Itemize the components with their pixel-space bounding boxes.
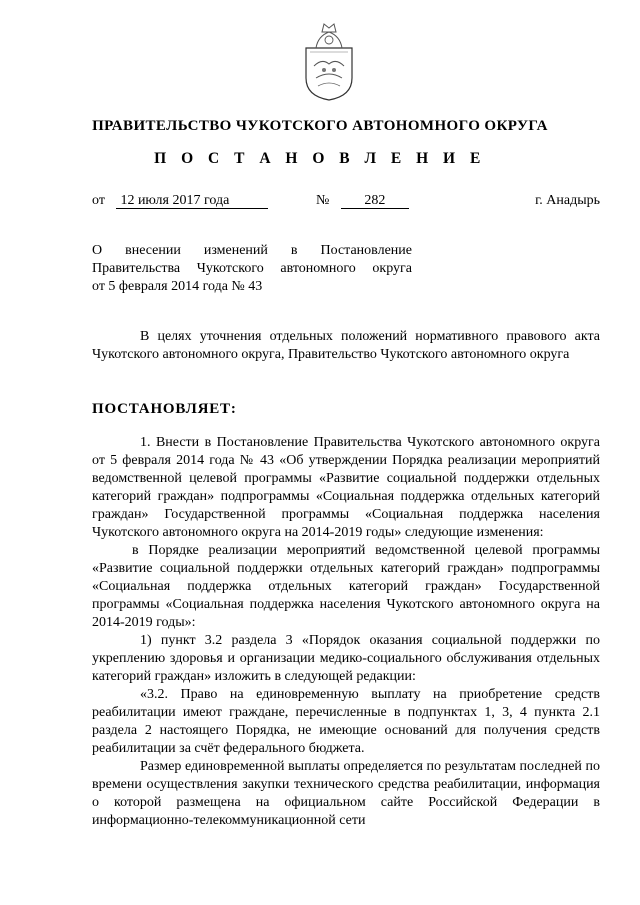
preamble-paragraph: В целях уточнения отдельных положений нормативного правового акта Чукотского автономного округа, Правительство Чукотского автономного округа <box>92 329 600 362</box>
decree-number: 282 <box>341 193 409 209</box>
decree-subject <box>92 242 412 296</box>
preamble-block <box>92 328 600 364</box>
resolves-heading: ПОСТАНОВЛЯЕТ: <box>92 401 237 417</box>
decree-city: г. Анадырь <box>535 193 600 208</box>
decree-date-row <box>92 192 268 210</box>
body-paragraph: 1. Внести в Постановление Правительства Чукотского автономного округа от 5 февраля 2014 года № 43 «Об утверждении Порядка реализации мероприятий ведомственной целевой программы «Развитие социальной поддержки отдельных категорий граждан» подпрограммы «Социальная поддержка отдельных категорий граждан» Государственной программы «Социальная поддержка населения Чукотского автономного округа на 2014-2019 годы» следующие изменения: <box>92 435 600 540</box>
decree-number-row <box>316 192 409 210</box>
date-label: от <box>92 193 105 208</box>
body-paragraph: Размер единовременной выплаты определяется по результатам последней по времени осуществления закупки технического средства реабилитации, информация о которой размещена на официальном сайте Российской Федерации в информационно-телекоммуникационной сети <box>92 759 600 828</box>
subject-line: от 5 февраля 2014 года № 43 <box>92 279 263 294</box>
body-paragraph: 1) пункт 3.2 раздела 3 «Порядок оказания социальной поддержки по укреплению здоровья и организации медико-социального обслуживания отдельных категорий граждан» изложить в следующей редакции: <box>92 633 600 684</box>
government-title: ПРАВИТЕЛЬСТВО ЧУКОТСКОГО АВТОНОМНОГО ОКРУГА <box>92 118 548 134</box>
decree-body <box>92 434 600 830</box>
coat-of-arms-emblem <box>302 18 356 102</box>
subject-line: О внесении изменений в Постановление <box>92 243 412 258</box>
body-paragraph: «3.2. Право на единовременную выплату на приобретение средств реабилитации имеют граждане, перечисленные в подпунктах 1, 3, 4 пункта 2.1 раздела 2 настоящего Порядка, не имеющие оснований для получения средств реабилитации за счёт федерального бюджета. <box>92 687 600 756</box>
number-label: № <box>316 193 330 208</box>
body-paragraph: в Порядке реализации мероприятий ведомственной целевой программы «Развитие социальной поддержки отдельных категорий граждан» подпрограммы «Социальная поддержка отдельных категорий граждан» Государственной программы «Социальная поддержка населения Чукотского автономного округа на 2014-2019 годы»: <box>92 543 600 630</box>
decree-date: 12 июля 2017 года <box>116 193 268 209</box>
decree-title: П О С Т А Н О В Л Е Н И Е <box>154 150 486 167</box>
subject-line: Правительства Чукотского автономного округа <box>92 261 412 276</box>
